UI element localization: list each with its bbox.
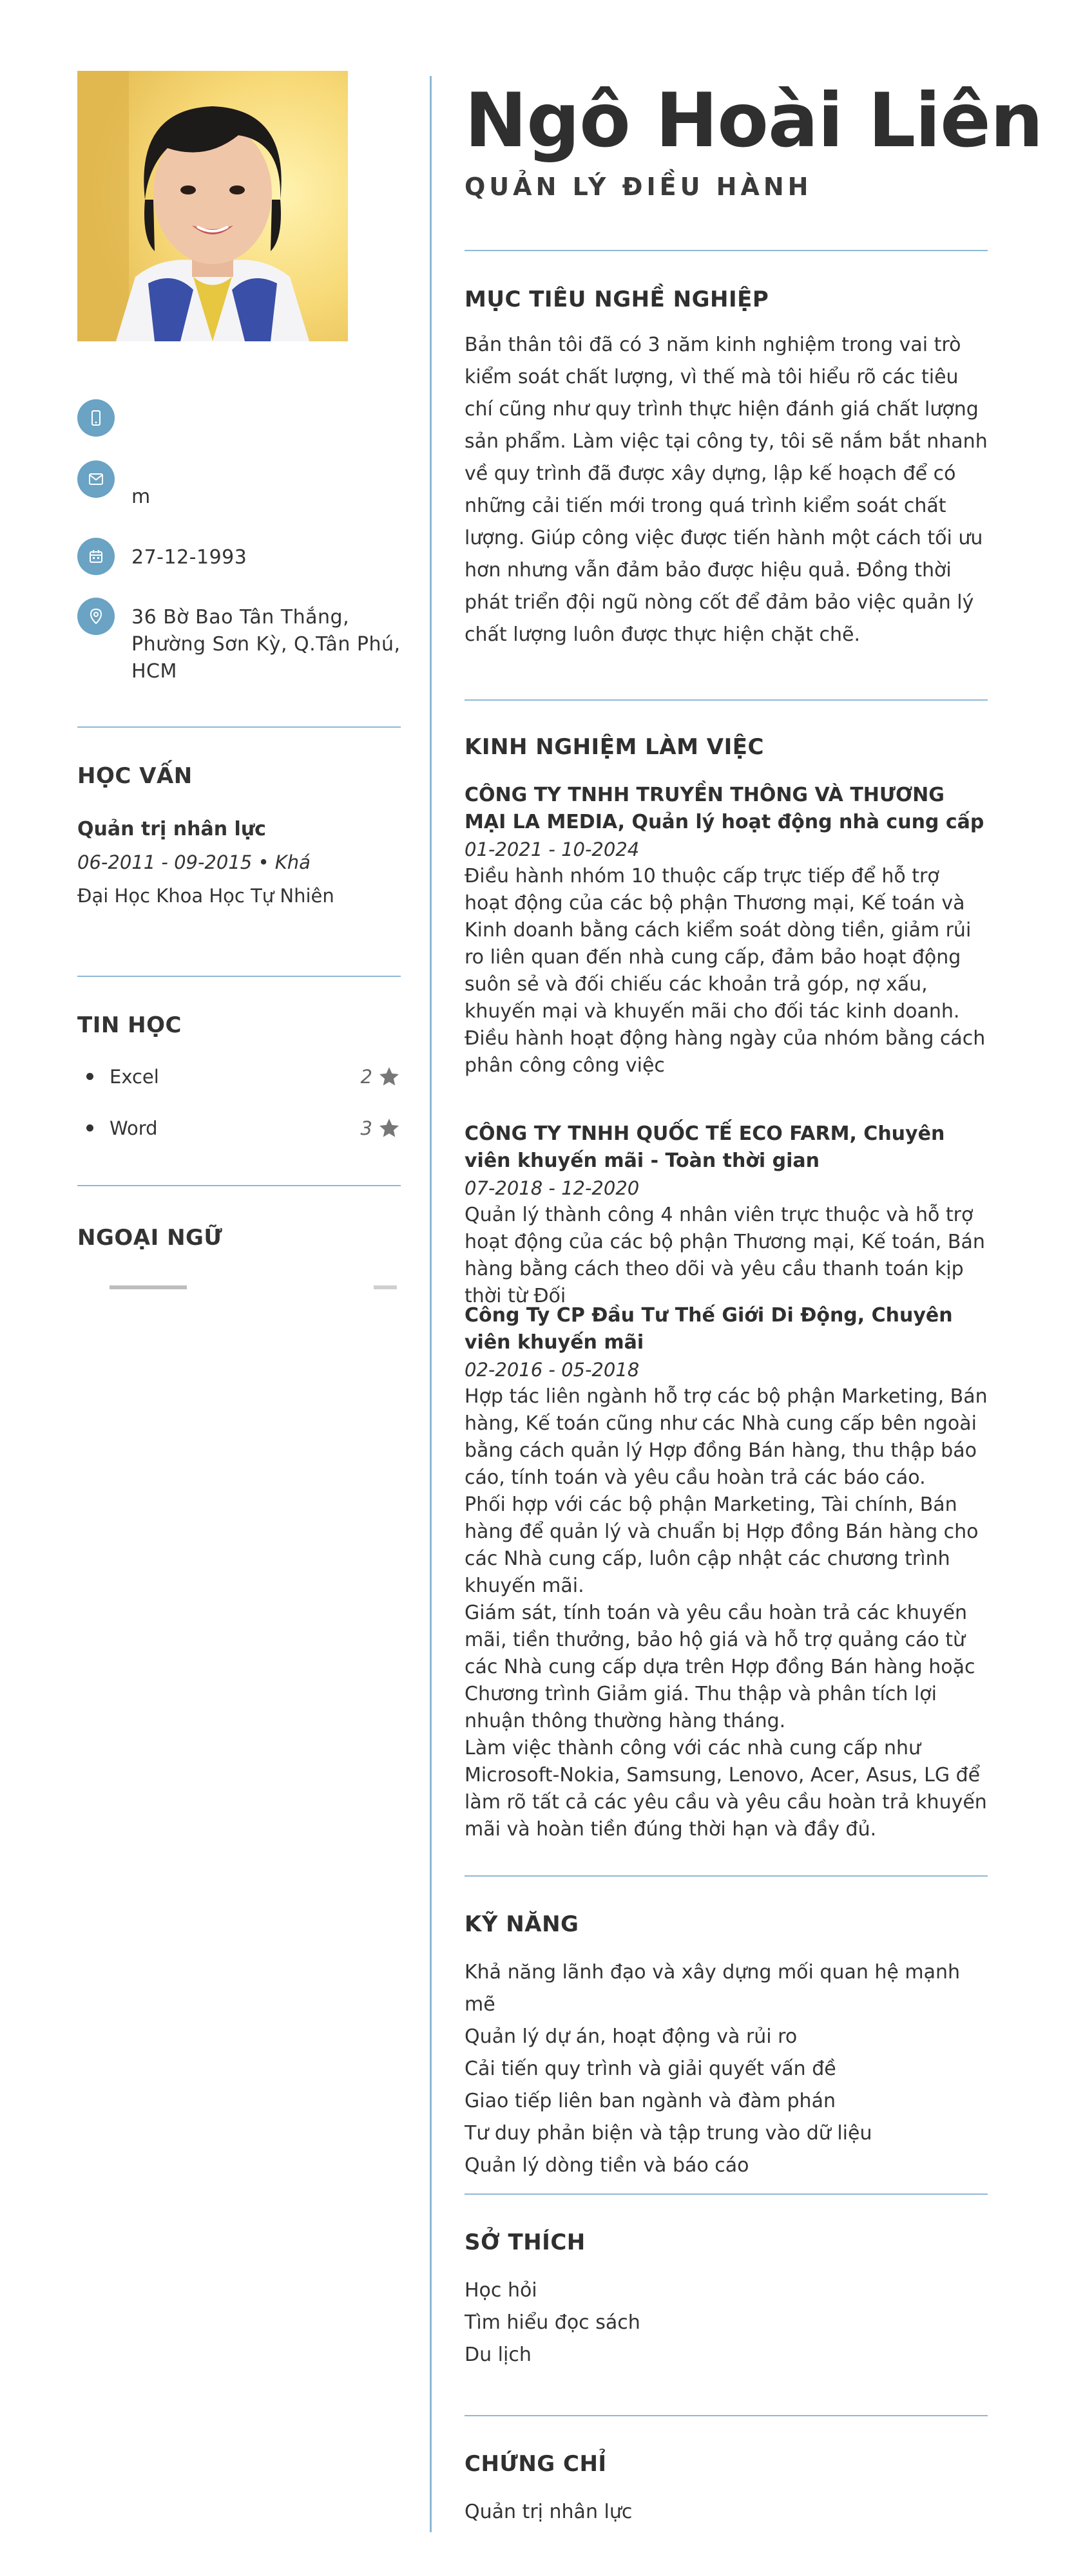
profile-photo <box>77 71 348 341</box>
hobbies-list <box>465 2275 988 2371</box>
experience-heading: KINH NGHIỆM LÀM VIỆC <box>465 734 764 760</box>
skill-item: Cải tiến quy trình và giải quyết vấn đề <box>465 2058 836 2080</box>
left-divider-1 <box>77 726 401 728</box>
column-divider <box>430 1302 432 2532</box>
it-skill-name: Word <box>110 1117 158 1139</box>
right-divider-2 <box>465 699 988 701</box>
right-divider-5 <box>465 2415 988 2416</box>
job-description: Quản lý thành công 4 nhân viên trực thuộc và hỗ trợ hoạt động của các bộ phận Thương mại, Kế toán, Bán hàng bằng cách theo dõi và yêu cầu thanh toán kịp thời từ Đối <box>465 1204 985 1307</box>
job-description: Hợp tác liên ngành hỗ trợ các bộ phận Marketing, Bán hàng, Kế toán cũng như các Nhà cung cấp bên ngoài bằng cách quản lý Hợp đồng Bán hàng, thu thập báo cáo, tính toán và yêu cầu hoàn trả các báo cáo. <box>465 1385 988 1489</box>
education-major: Quản trị nhân lực <box>77 818 266 840</box>
phone-icon <box>77 399 115 437</box>
experience-section <box>465 734 988 1079</box>
star-icon <box>378 1065 401 1088</box>
birthday-value: 27-12-1993 <box>131 546 247 569</box>
skill-item: Quản lý dự án, hoạt động và rủi ro <box>465 2025 798 2048</box>
job-company: Công Ty CP Đầu Tư Thế Giới Di Động, Chuyên viên khuyến mãi <box>465 1304 953 1354</box>
right-divider-3 <box>465 1875 988 1877</box>
profile-photo-illustration <box>77 71 348 341</box>
certificates-list <box>465 2496 988 2528</box>
it-skill-name: Excel <box>110 1066 159 1088</box>
skills-list <box>465 1956 988 2182</box>
job-date: 01-2021 - 10-2024 <box>465 838 640 860</box>
location-pin-icon <box>77 598 115 635</box>
right-divider-4 <box>465 2193 988 2195</box>
job-description: Điều hành hoạt động hàng ngày của nhóm bằng cách phân công công việc <box>465 1027 986 1077</box>
skill-item: Khả năng lãnh đạo và xây dựng mối quan hệ mạnh mẽ <box>465 1961 961 2016</box>
languages-item-clipped <box>77 1282 401 1285</box>
skill-item: Quản lý dòng tiền và báo cáo <box>465 2154 749 2177</box>
job-description: Phối hợp với các bộ phận Marketing, Tài chính, Bán hàng để quản lý và chuẩn bị Hợp đồng Bán hàng cho các Nhà cung cấp, luôn cập nhật các chương trình khuyến mãi. <box>465 1493 979 1597</box>
it-skill-item <box>77 1063 401 1091</box>
education-school: Đại Học Khoa Học Tự Nhiên <box>77 885 334 907</box>
calendar-icon <box>77 538 115 575</box>
job-description: Điều hành nhóm 10 thuộc cấp trực tiếp để hỗ trợ hoạt động của các bộ phận Thương mại, Kế toán và Kinh doanh bằng cách kiểm soát dòng tiền, giảm rủi ro liên quan đến nhà cung cấp, đảm bảo hoạt động suôn sẻ và đối chiếu các khoản trả góp, nợ xấu, khuyến mại và khuyến mãi cho đối tác kinh doanh. <box>465 865 972 1023</box>
hobby-item: Du lịch <box>465 2344 532 2366</box>
job-title: QUẢN LÝ ĐIỀU HÀNH <box>465 173 812 201</box>
hobbies-section <box>465 2230 988 2371</box>
education-heading: HỌC VẤN <box>77 763 193 789</box>
job-description: Làm việc thành công với các nhà cung cấp như Microsoft-Nokia, Samsung, Lenovo, Acer, Asus, LG để làm rõ tất cả các yêu cầu và yêu cầu hoàn trả khuyến mãi và hoàn tiền đúng thời hạn và đầy đủ. <box>465 1737 987 1841</box>
job-description: Giám sát, tính toán và yêu cầu hoàn trả các khuyến mãi, tiền thưởng, bảo hộ giá và hỗ trợ quảng cáo từ các Nhà cung cấp dựa trên Hợp đồng Bán hàng hoặc Chương trình Giảm giá. Thu thập và phân tích lợi nhuận thông thường hàng tháng. <box>465 1602 975 1732</box>
left-divider-3 <box>77 1185 401 1186</box>
languages-heading: NGOẠI NGỮ <box>77 1225 223 1251</box>
email-value[interactable]: m <box>131 486 151 508</box>
bullet-icon <box>86 1073 93 1080</box>
address-value: 36 Bờ Bao Tân Thắng, Phường Sơn Kỳ, Q.Tân Phú, HCM <box>131 606 401 683</box>
certificate-item: Quản trị nhân lực <box>465 2501 633 2523</box>
it-skill-item <box>77 1114 401 1142</box>
job-company: CÔNG TY TNHH QUỐC TẾ ECO FARM, Chuyên viên khuyến mãi - Toàn thời gian <box>465 1122 945 1172</box>
skills-section <box>465 1911 988 2182</box>
objective-text: Bản thân tôi đã có 3 năm kinh nghiệm trong vai trò kiểm soát chất lượng, vì thế mà tôi hiểu rõ các tiêu chí cũng như quy trình thực hiện đánh giá chất lượng sản phẩm. Làm việc tại công ty, tôi sẽ nắm bắt nhanh về quy trình đã được xây dựng, lập kế hoạch để có những cải tiến mới trong quá trình kiểm soát chất lượng. Giúp công việc được tiến hành một cách tối ưu hơn nhưng vẫn đảm bảo được hiệu quả. Đồng thời phát triển đội ngũ nòng cốt để đảm bảo việc quản lý chất lượng luôn được thực hiện chặt chẽ. <box>465 334 988 646</box>
skill-item: Tư duy phản biện và tập trung vào dữ liệu <box>465 2122 872 2145</box>
column-divider <box>430 76 432 1311</box>
job-date: 02-2016 - 05-2018 <box>465 1359 640 1381</box>
star-icon <box>378 1117 401 1140</box>
certificates-heading: CHỨNG CHỈ <box>465 2451 607 2477</box>
certificates-section <box>465 2451 988 2528</box>
bullet-icon <box>86 1124 93 1132</box>
job-date: 07-2018 - 12-2020 <box>465 1177 640 1199</box>
hobby-item: Tìm hiểu đọc sách <box>465 2311 640 2334</box>
it-skills-heading: TIN HỌC <box>77 1012 182 1038</box>
objective-heading: MỤC TIÊU NGHỀ NGHIỆP <box>465 287 769 312</box>
job-company: CÔNG TY TNHH TRUYỀN THÔNG VÀ THƯƠNG MẠI LA MEDIA, Quản lý hoạt động nhà cung cấp <box>465 784 984 833</box>
mail-icon <box>77 460 115 498</box>
job-title-wrapper <box>465 173 988 201</box>
objective-section <box>465 287 988 651</box>
job-item <box>465 1302 988 1843</box>
job-item-clipped <box>465 1121 988 1307</box>
hobby-item: Học hỏi <box>465 2279 537 2302</box>
it-skill-level: 2 <box>360 1066 372 1088</box>
left-divider-2 <box>77 976 401 977</box>
it-skill-level: 3 <box>360 1117 372 1139</box>
full-name: Ngô Hoài Liên <box>465 77 1043 164</box>
header <box>465 76 1043 166</box>
right-divider-1 <box>465 250 988 251</box>
education-date: 06-2011 - 09-2015 • Khá <box>77 851 311 873</box>
skills-heading: KỸ NĂNG <box>465 1911 579 1937</box>
job-item <box>465 782 988 1079</box>
skill-item: Giao tiếp liên ban ngành và đàm phán <box>465 2090 836 2112</box>
hobbies-heading: SỞ THÍCH <box>465 2230 586 2255</box>
